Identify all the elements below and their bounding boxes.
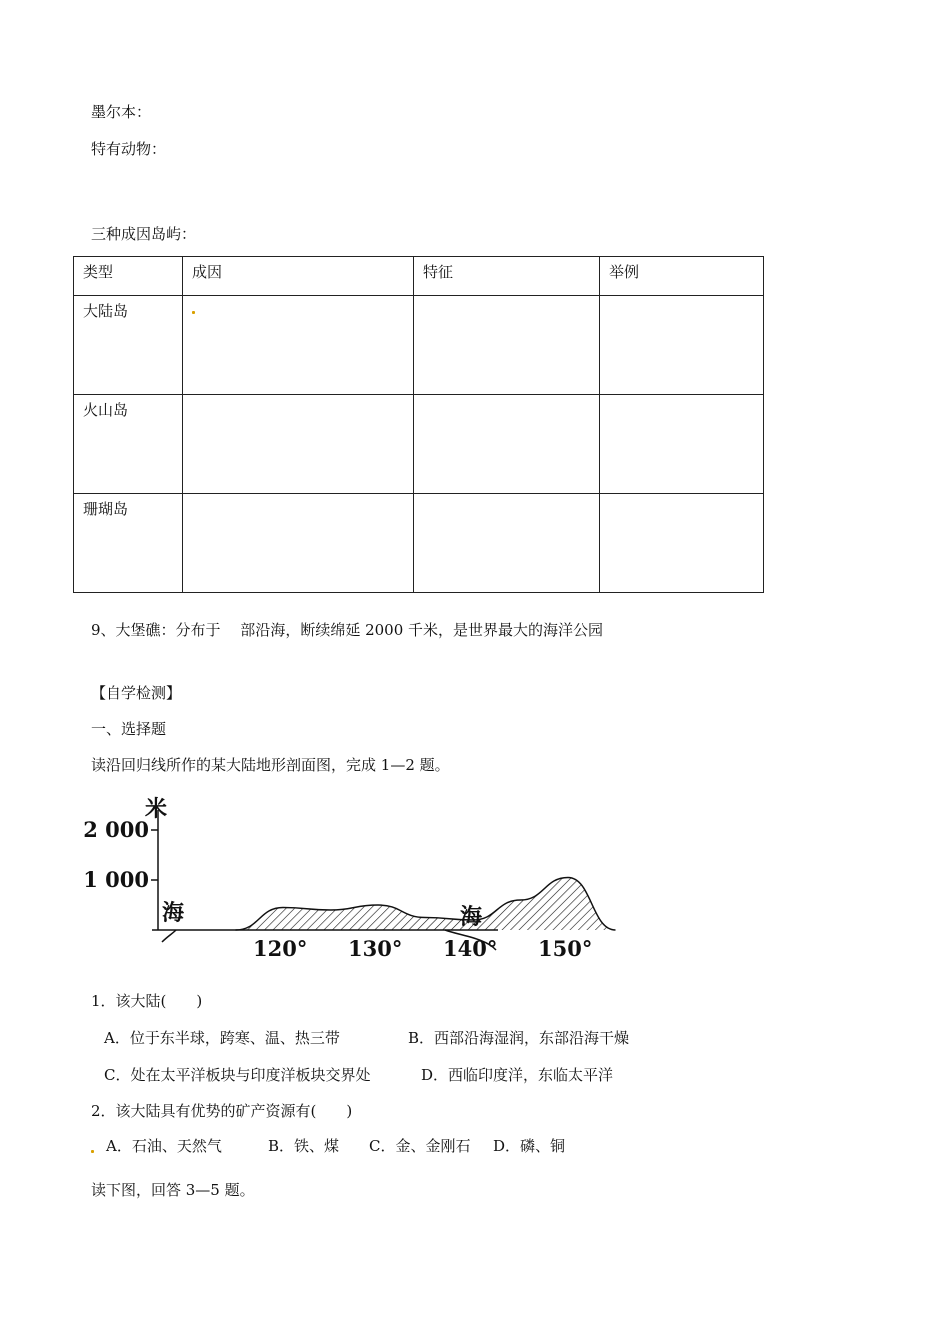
header-cell: 成因: [183, 257, 414, 296]
question-2-option-b: B．铁、煤: [268, 1137, 340, 1155]
sea-label-east: 海: [460, 904, 483, 930]
note-melbourne: 墨尔本：: [91, 103, 152, 121]
table-cell-example: [600, 395, 764, 494]
table-row: [74, 296, 764, 395]
header-cell: 特征: [414, 257, 600, 296]
terrain-profile-chart: [83, 790, 593, 970]
table-cell-cause: [183, 494, 414, 593]
x-tick-label: 120°: [253, 936, 308, 961]
question-1-option-b: B．西部沿海湿润，东部沿海干燥: [408, 1029, 630, 1047]
table-cell-feature: [414, 395, 600, 494]
table-cell-type: 珊瑚岛: [74, 494, 183, 593]
mark-dot: [91, 1150, 94, 1153]
sea-label-west: 海: [162, 900, 185, 926]
table-cell-cause: [183, 395, 414, 494]
question-1-option-c: C．处在太平洋板块与印度洋板块交界处: [104, 1066, 371, 1084]
question-2-option-a: A．石油、天然气: [106, 1137, 222, 1155]
table-row: [74, 395, 764, 494]
land-area: [236, 878, 616, 931]
question-2-stem: 2．该大陆具有优势的矿产资源有( ): [91, 1102, 353, 1120]
x-tick-label: 150°: [538, 936, 593, 961]
section-title: 【自学检测】: [91, 684, 182, 702]
y-axis-label: 米: [145, 796, 168, 822]
table-cell-feature: [414, 296, 600, 395]
question-2-option-d: D．磷、铜: [493, 1137, 566, 1155]
question-1-option-d: D．西临印度洋，东临太平洋: [421, 1066, 614, 1084]
reef-line: 9、大堡礁：分布于 部沿海，断续绵延 2000 千米，是世界最大的海洋公园: [91, 621, 604, 639]
table-cell-type: 大陆岛: [74, 296, 183, 395]
header-cell: 类型: [74, 257, 183, 296]
table-cell-example: [600, 494, 764, 593]
question-1-option-a: A．位于东半球，跨寒、温、热三带: [104, 1029, 340, 1047]
question-2-option-c: C．金、金刚石: [369, 1137, 471, 1155]
x-tick-label: 130°: [348, 936, 403, 961]
x-tick-label: 140°: [443, 936, 498, 961]
islands-title: 三种成因岛屿：: [91, 225, 197, 243]
table-row: [74, 494, 764, 593]
table-header-row: [74, 257, 764, 296]
question-1-stem: 1．该大陆( ): [91, 992, 203, 1010]
y-tick-label: 2 000: [83, 817, 149, 842]
table-cell-feature: [414, 494, 600, 593]
chart-intro: 读沿回归线所作的某大陆地形剖面图，完成 1—2 题。: [91, 756, 450, 774]
table-cell-type: 火山岛: [74, 395, 183, 494]
closing-line: 读下图，回答 3—5 题。: [91, 1181, 255, 1199]
island-table: [73, 256, 764, 593]
table-cell-example: [600, 296, 764, 395]
section-subtitle: 一、选择题: [91, 720, 167, 738]
note-animals: 特有动物：: [91, 140, 167, 158]
y-tick-label: 1 000: [83, 867, 149, 892]
header-cell: 举例: [600, 257, 764, 296]
sea-floor-west: [162, 930, 176, 942]
table-cell-cause: [183, 296, 414, 395]
mark-dot: [192, 311, 195, 314]
